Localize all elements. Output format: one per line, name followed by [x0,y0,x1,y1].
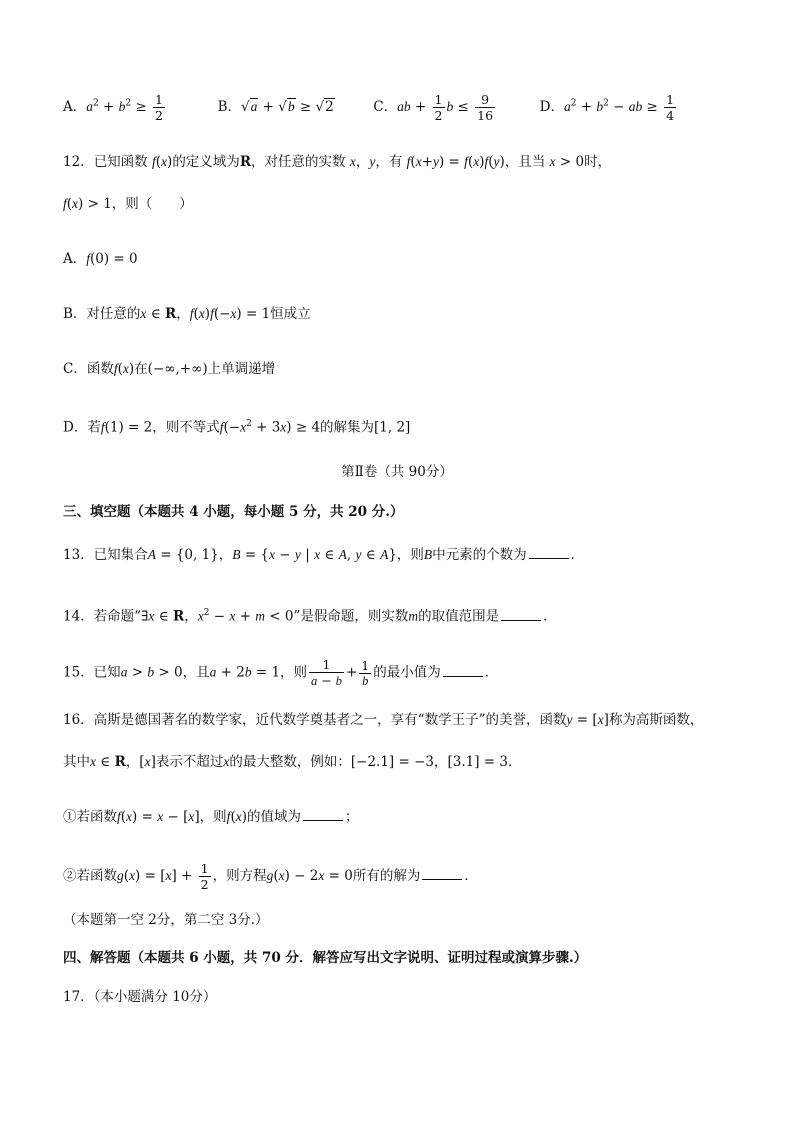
q16-sub1: ①若函数f(x) = x − [x]，则f(x)的值域为 ； [63,809,359,825]
q12-option-a: A．f(0) = 0 [63,251,138,267]
q16-note: （本题第一空 2分，第二空 3分.） [63,912,269,928]
q12-option-c: C．函数f(x)在(−∞,+∞)上单调递增 [63,361,276,377]
q11-option-a-label: A． [63,99,87,115]
q16-answer-blank-1[interactable] [303,808,343,821]
q16-sub2: ②若函数g(x) = [x] + $\frac{1}{2}$ ，则方程g(x) − 2x = 0所有的解为 ． [63,861,478,892]
q11-option-c-label: C． [373,99,398,115]
q12-stem-line2: f(x) > 1，则（ ） [63,196,193,212]
q16-answer-blank-2[interactable] [422,867,462,880]
q11-options: A．$a^2 + b^2$ ≥ $\frac{1}{2}$ B．√a + √b ≥ √2 C．ab + $\frac{1}{2}$ b ≤ $\frac{9}{16}$ D．$a^2 + b^2$ − ab ≥ $\frac{1}{4}$ [63,92,675,123]
q12-stem-line1: 12．已知函数 f(x)的定义域为R，对任意的实数 x，y，有 f(x+y) = f(x)f(y)，且当 x > 0时， [63,154,612,170]
section4-heading: 四、解答题（本题共 6 小题，共 70 分．解答应写出文字说明、证明过程或演算步骤.） [63,950,588,966]
q16-line2: 其中x ∈ R，[x]表示不超过x的最大整数，例如：[−2.1] = −3，[3.1] = 3． [63,754,522,770]
q13: 13．已知集合A = {0, 1}，B = {x − y | x ∈ A, y ∈ A}，则B中元素的个数为 ． [63,547,585,563]
q11-option-d-label: D． [539,99,564,115]
q15-answer-blank[interactable] [443,664,483,677]
section3-heading: 三、填空题（本题共 4 小题，每小题 5 分，共 20 分.） [63,504,404,520]
part2-title: 第Ⅱ卷（共 90分） [341,464,453,480]
q12-option-b: B．对任意的x ∈ R，f(x)f(−x) = 1恒成立 [63,306,311,322]
q16-line1: 16．高斯是德国著名的数学家，近代数学奠基者之一，享有“数学王子”的美誉，函数y = [x]称为高斯函数， [63,712,704,728]
q15: 15．已知a > b > 0，且a + 2b = 1，则 $\frac{1}{a - b}$ + $\frac{1}{b}$ 的最小值为 ． [63,657,499,688]
q14-answer-blank[interactable] [501,608,541,621]
q11-option-b-label: B． [217,99,241,115]
q13-answer-blank[interactable] [529,546,569,559]
q17-heading: 17．（本小题满分 10分） [63,989,217,1005]
q12-option-d: D．若f(1) = 2，则不等式$f(-x^2 + 3x) \ge 4$的解集为[1, 2] [63,419,411,436]
q14: 14．若命题“∃x ∈ R，$x^2 - x + m < 0$”是假命题，则实数m的取值范围是 ． [63,608,557,625]
